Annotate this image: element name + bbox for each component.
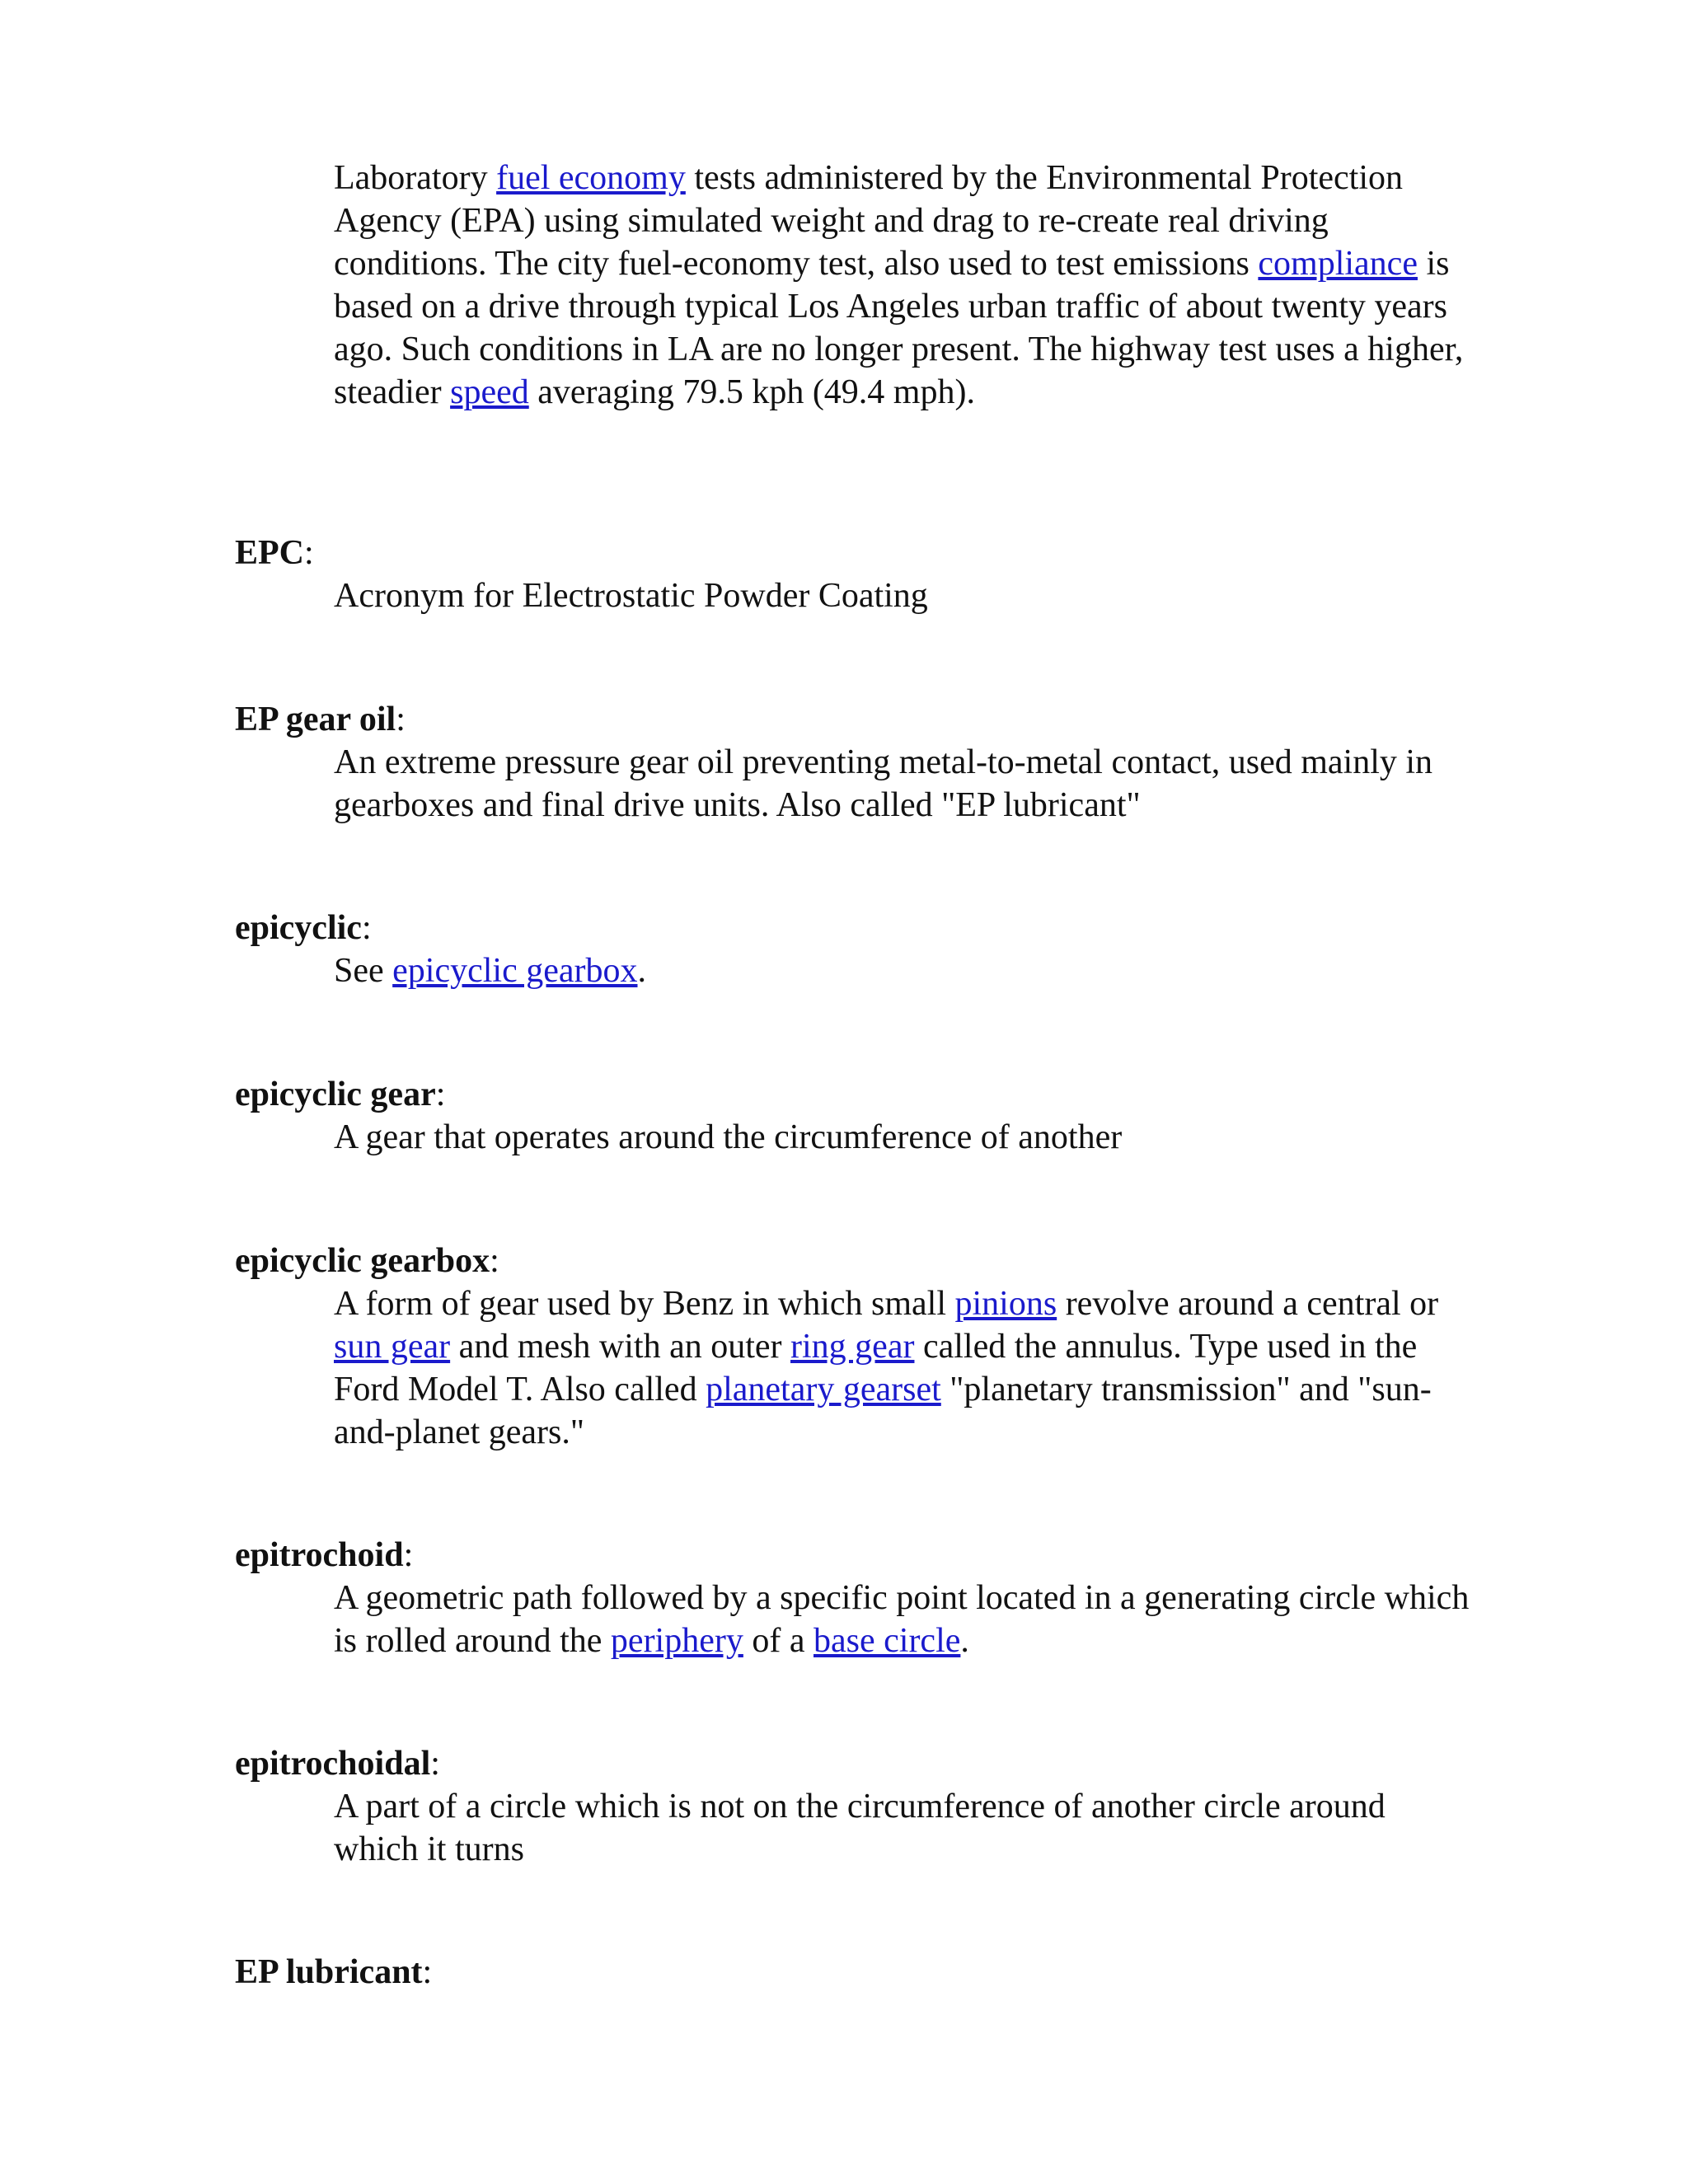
glossary-entry-epicyclic-gear	[235, 1073, 1471, 1159]
definition-text	[334, 574, 1471, 617]
term-heading: epicyclic gear:	[235, 1076, 446, 1113]
definition-segment: averaging 79.5 kph (49.4 mph).	[528, 373, 975, 411]
definition-text	[334, 741, 1471, 827]
definition-segment: A part of a circle which is not on the circumference of another circle around which it turns	[334, 1788, 1386, 1868]
definition-text	[334, 949, 1471, 992]
link-fuel-economy[interactable]: fuel economy	[496, 159, 686, 197]
definition-segment: of a	[743, 1622, 814, 1660]
definition-segment: tests administered by the Environmental Protection Agency (EPA) using simulated weight and drag to re-create real driving conditions. The city fuel-economy test, also used to test emissions	[334, 159, 1403, 283]
definition-text	[334, 1577, 1471, 1662]
term-heading: epicyclic gearbox:	[235, 1242, 499, 1280]
definition-segment: An extreme pressure gear oil preventing metal-to-metal contact, used mainly in gearboxes and final drive units. Also called "EP lubricant"	[334, 743, 1433, 824]
definition-segment: and mesh with an outer	[450, 1328, 791, 1366]
term-heading: epitrochoidal:	[235, 1745, 440, 1783]
term-label: EP lubricant	[235, 1953, 423, 1991]
term-heading: EP lubricant:	[235, 1953, 433, 1991]
link-pinions[interactable]: pinions	[954, 1285, 1057, 1323]
link-ring-gear[interactable]: ring gear	[790, 1328, 915, 1366]
term-label: epicyclic	[235, 909, 362, 947]
link-periphery[interactable]: periphery	[610, 1622, 743, 1660]
link-epicyclic-gearbox[interactable]: epicyclic gearbox	[392, 952, 638, 990]
term-label: epicyclic gearbox	[235, 1242, 490, 1280]
glossary-entry-ep-lubricant	[235, 1951, 1471, 1994]
definition-segment: .	[637, 952, 646, 990]
definition-segment: revolve around a central or	[1057, 1285, 1439, 1323]
definition-text	[334, 1282, 1471, 1454]
link-speed[interactable]: speed	[450, 373, 529, 411]
definition-segment: A geometric path followed by a specific point located in a generating circle which is rolled around the	[334, 1579, 1470, 1660]
glossary-entry-epicyclic	[235, 907, 1471, 992]
definition-segment: Acronym for Electrostatic Powder Coating	[334, 577, 928, 615]
definition-segment: See	[334, 952, 393, 990]
definition-segment: A form of gear used by Benz in which small	[334, 1285, 955, 1323]
link-base-circle[interactable]: base circle	[814, 1622, 961, 1660]
definition-segment: Laboratory	[334, 159, 497, 197]
definition-text	[334, 1785, 1471, 1871]
term-heading: epicyclic:	[235, 909, 372, 947]
term-label: epicyclic gear	[235, 1076, 436, 1113]
glossary-entry-epc	[235, 532, 1471, 617]
glossary-entry-epitrochoidal	[235, 1742, 1471, 1871]
term-label: epitrochoidal	[235, 1745, 431, 1783]
definition-text	[334, 157, 1471, 414]
link-compliance[interactable]: compliance	[1258, 245, 1418, 283]
term-label: epitrochoid	[235, 1536, 404, 1574]
term-heading: epitrochoid:	[235, 1536, 414, 1574]
glossary-entry-epicyclic-gearbox	[235, 1240, 1471, 1454]
definition-text	[334, 1116, 1471, 1159]
term-heading: EPC:	[235, 534, 314, 572]
definition-segment: .	[960, 1622, 969, 1660]
term-heading: EP gear oil:	[235, 701, 406, 738]
term-label: EP gear oil	[235, 701, 396, 738]
glossary-entry-ep-gear-oil	[235, 698, 1471, 827]
definition-segment: called the annulus. Type used in the Ford Model T. Also called	[334, 1328, 1418, 1408]
term-label: EPC	[235, 534, 304, 572]
definition-segment: A gear that operates around the circumference of another	[334, 1118, 1123, 1156]
definition-segment: is based on a drive through typical Los Angeles urban traffic of about twenty years ago. Such conditions in LA are no longer present. The highway test uses a higher, steadier	[334, 245, 1464, 411]
glossary-entry-epitrochoid	[235, 1534, 1471, 1662]
link-planetary-gearset[interactable]: planetary gearset	[706, 1371, 941, 1408]
glossary-entry-continuation	[235, 157, 1471, 414]
definition-segment: "planetary transmission" and "sun-and-planet gears."	[334, 1371, 1432, 1451]
link-sun-gear[interactable]: sun gear	[334, 1328, 451, 1366]
